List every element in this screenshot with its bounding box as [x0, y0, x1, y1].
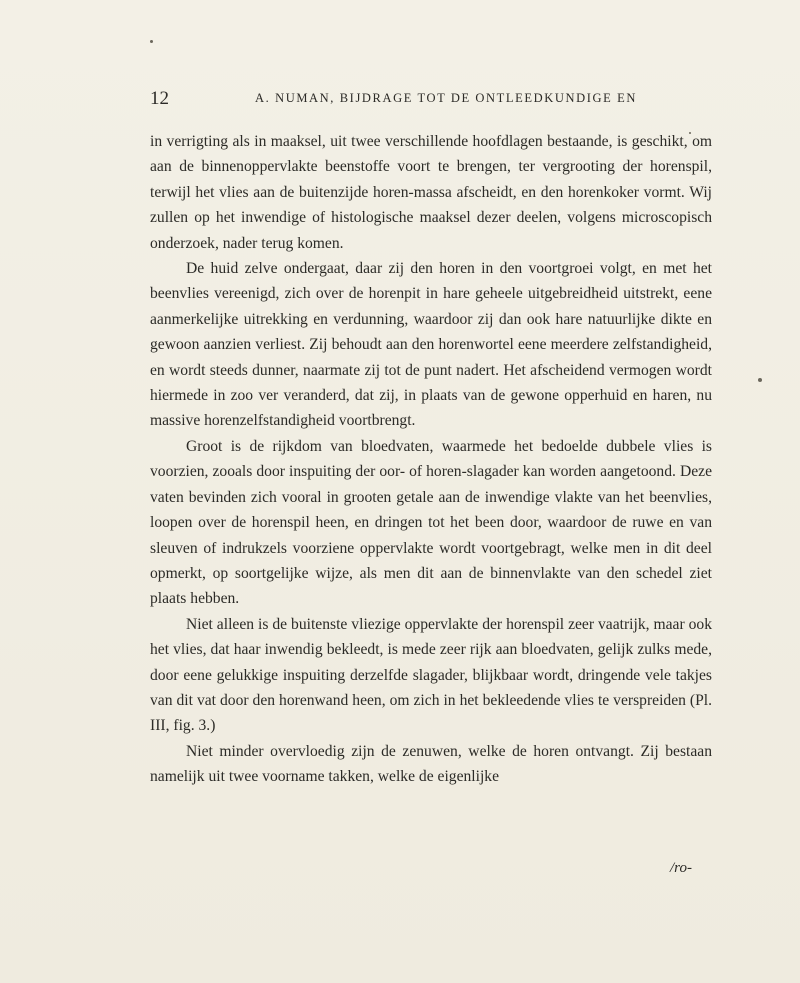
catchword: /ro-: [670, 860, 692, 876]
paragraph: Groot is de rijkdom van bloedvaten, waarmede het bedoelde dubbele vlies is voorzien, zooals door inspuiting der oor- of horen-slagader kan worden aangetoond. Deze vaten bevinden zich vooral in grooten getale aan de inwendige vlakte van het beenvlies, loopen over de horenspil heen, en dringen tot het been door, waardoor de ruwe en van sleuven of indrukzels voorziene oppervlakte wordt voortgebragt, welke men in dit deel opmerkt, op soortgelijke wijze, als men dit aan de binnenvlakte van den schedel ziet plaats hebben.: [150, 437, 712, 608]
paragraph: in verrigting als in maaksel, uit twee verschillende hoofdlagen bestaande, is geschikt, om aan de binnenoppervlakte beenstoffe voort te brengen, ter vergrooting der horenspil, terwijl het vlies aan de buitenzijde horen-massa afscheidt, en den horenkoker vormt. Wij zullen op het inwendige of histologische maaksel dezer deelen, volgens microscopisch onderzoek, nader terug komen.: [150, 133, 712, 252]
paragraph: Niet minder overvloedig zijn de zenuwen, welke de horen ontvangt. Zij bestaan namelijk uit twee voorname takken, welke de eigenlijke: [150, 742, 712, 786]
paper-speck: [150, 40, 153, 43]
paper-speck: [758, 378, 762, 382]
paragraph: De huid zelve ondergaat, daar zij den horen in den voortgroei volgt, en met het beenvlies vereenigd, zich over de horenpit in hare geheele uitgebreidheid uitstrekt, eene aanmerkelijke uitrekking en verdunning, waardoor zij dan ook hare natuurlijke dikte en gewoon aanzien verliest. Zij behoudt aan den horenwortel eene meerdere zelfstandigheid, en wordt steeds dunner, naarmate zij tot de punt nadert. Het afscheidend vermogen wordt hiermede in zoo ver veranderd, dat zij, in plaats van de gewone opperhuid en haren, nu massive horenzelfstandigheid voortbrengt.: [150, 260, 712, 430]
page-number: 12: [150, 88, 169, 109]
paragraph: Niet alleen is de buitenste vliezige oppervlakte der horenspil zeer vaatrijk, maar ook het vlies, dat haar inwendig bekleedt, is mede zeer rijk aan bloedvaten, gelijk zulks mede, door eene gelukkige inspuiting derzelfde slagader, blijkbaar wordt, dringende vele takjes van dit vat door den horenwand heen, om zich in het bekleedende vlies te verspreiden (Pl. III, fig. 3.): [150, 615, 712, 735]
running-head: A. NUMAN, BIJDRAGE TOT DE ONTLEEDKUNDIGE EN: [255, 91, 637, 105]
body-text: [150, 129, 712, 790]
